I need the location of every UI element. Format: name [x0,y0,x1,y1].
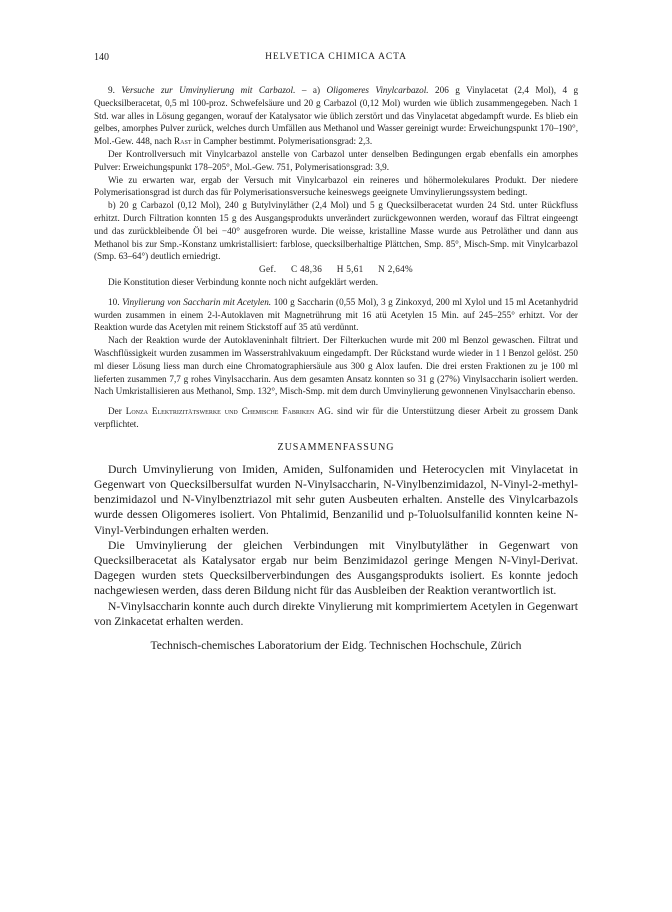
summary-section [94,462,578,629]
experimental-section [94,84,578,431]
section-10-paragraph-2: Nach der Reaktion wurde der Autoklaveninhalt filtriert. Der Filterkuchen wurde mit 200 ml Benzol gewaschen. Filtrat und Waschflüssigkeit wurden zusammen im Wasserstrahlvakuum eingedampft. Der Rückstand wurde wieder in 1 l Benzol gelöst. 250 ml dieser Lösung liess man durch eine Chromatographiersäule aus 300 g Alox laufen. Die drei ersten Fraktionen zu je 100 ml lieferten zusammen 7,7 g rohes Vinylsaccharin. Aus dem gesamten Ansatz konnten so 31 g (27%) Vinylsaccharin isoliert werden. Nach Umkristallisieren aus Methanol, Smp. 132°, Misch-Smp. mit dem durch Umvinylierung gewonnenen Vinylsaccharin ebenso. [94,335,578,397]
page-number: 140 [94,52,109,63]
acknowledgement-pre: Der [108,406,122,417]
section-9-paragraph-5: Die Konstitution dieser Verbindung konnte noch nicht aufgeklärt werden. [108,276,379,287]
analysis-nitrogen: N 2,64% [378,264,413,275]
section-10-number: 10. [108,296,120,307]
section-9-paragraph-1-end: in Campher bestimmt. Polymerisationsgrad: 2,3. [193,136,373,147]
analysis-carbon: C 48,36 [290,264,323,275]
section-9-paragraph-3: Wie zu erwarten war, ergab der Versuch mit Vinylcarbazol ein reineres und höhermolekulares Produkt. Der niedere Polymerisationsgrad ist durch das für Polymerisationsversuche keineswegs geeignete Umvinylierungssystem bedingt. [94,174,578,198]
journal-title: HELVETICA CHIMICA ACTA [265,52,407,62]
section-10-paragraph-1-text: 100 g Saccharin (0,55 Mol), 3 g Zinkoxyd, 200 ml Xylol und 15 ml Acetanhydrid wurden zusammen in einem 2-l-Autoklaven mit Magnetrührung mit 16 atü Acetylen 15 Min. auf 245–255° erhitzt. Vor der Reaktion wurde das Acetylen mit reinem Stickstoff auf 35 atü verdünnt. [94,296,579,333]
section-9-title: Versuche zur Umvinylierung mit Carbazol. [121,85,296,95]
journal-page [94,52,578,652]
author-rast: Rast [174,136,192,147]
section-9-paragraph-2: Der Kontrollversuch mit Vinylcarbazol anstelle von Carbazol unter denselben Bedingungen ergab ebenfalls ein amorphes Pulver: Erweichungspunkt 178–205°, Mol.-Gew. 751, Polymerisationsgrad: 3,9. [94,148,578,172]
section-9-paragraph-1-text: 206 g Vinylacetat (2,4 Mol), 4 g Quecksilberacetat, 0,5 ml 100-proz. Schwefelsäure und 20 g Carbazol (0,12 Mol) wurden wie üblich zusammengegeben. Nach 1 Std. war alles in Lösung gegangen, worauf der Katalysator wie üblich zerstört und das Vinylacetat abgedampft wurde. Es blieb ein gelbes, amorphes Pulver zurück, welches durch Umfällen aus Methanol und Wasser gereinigt wurde: Erweichungspunkt 170–190°, Mol.-Gew. 448, nach [94,85,579,147]
section-9-paragraph-1 [94,84,578,148]
acknowledgement-post: sind wir für die Unterstützung dieser Arbeit zu grossem Dank verpflichtet. [94,406,578,429]
acknowledgement-company: Lonza Elektrizitätswerke und Chemische Fabriken AG. [125,406,334,417]
summary-paragraph-2: Die Umvinylierung der gleichen Verbindungen mit Vinylbutyläther in Gegenwart von Quecksilberacetat als Katalysator ergab nur beim Benzimidazol geringe Mengen N-Vinyl-Derivat. Dagegen wurden stets Quecksilberverbindungen des Ausgangsprodukts isoliert. Es konnte jedoch nachgewiesen werden, dass deren Bildung nicht für das Ausbleiben der Reaktion verantwortlich ist. [94,538,578,598]
section-9-paragraph-4: b) 20 g Carbazol (0,12 Mol), 240 g Butylvinyläther (2,4 Mol) und 5 g Quecksilberacetat wurden 24 Std. unter Rückfluss erhitzt. Durch Filtration konnten 15 g des Ausgangsprodukts unverändert zurückgewonnen werden, worauf das Filtrat eingeengt und das zurückbleibende Öl bei −40° ausgefroren wurde. Die weisse, kristalline Masse wurde aus Petroläther und dann aus Methanol bis zur Smp.-Konstanz umkristallisiert: farblose, quecksilberhaltige Plättchen, Smp. 85°, Misch-Smp. mit Vinylcarbazol (Smp. 63–64°) deutlich erniedrigt. [94,200,578,262]
section-9-part-a-label: – a) [301,85,320,95]
acknowledgement [94,405,578,431]
section-10-paragraph-1 [94,296,578,334]
institution-affiliation: Technisch-chemisches Laboratorium der Eidg. Technischen Hochschule, Zürich [150,638,522,652]
section-9-number: 9. [108,85,115,95]
page-header [94,52,578,68]
section-10-title: Vinylierung von Saccharin mit Acetylen. [122,296,272,307]
summary-paragraph-1: Durch Umvinylierung von Imiden, Amiden, Sulfonamiden und Heterocyclen mit Vinylacetat in Gegenwart von Quecksilbersulfat wurden N-Vinylsaccharin, N-Vinylbenzimidazol, N-Vinyl-2-methyl-benzimidazol und N-Vinylbenztriazol mit sehr guten Ausbeuten erhalten. Anstelle des Vinylcarbazols wurde dessen Oligomeres isoliert. Von Phtalimid, Benzanilid und p-Toluolsulfanilid konnten keine N-Vinyl-Verbindungen erhalten werden. [94,462,578,537]
section-9-part-a-title: Oligomeres Vinylcarbazol. [326,85,429,95]
elemental-analysis [94,263,578,276]
analysis-label: Gef. [259,264,277,275]
summary-paragraph-3: N-Vinylsaccharin konnte auch durch direkte Vinylierung mit komprimiertem Acetylen in Gegenwart von Zinkacetat erhalten werden. [94,599,578,628]
analysis-hydrogen: H 5,61 [336,264,364,275]
summary-heading: ZUSAMMENFASSUNG [277,441,395,453]
